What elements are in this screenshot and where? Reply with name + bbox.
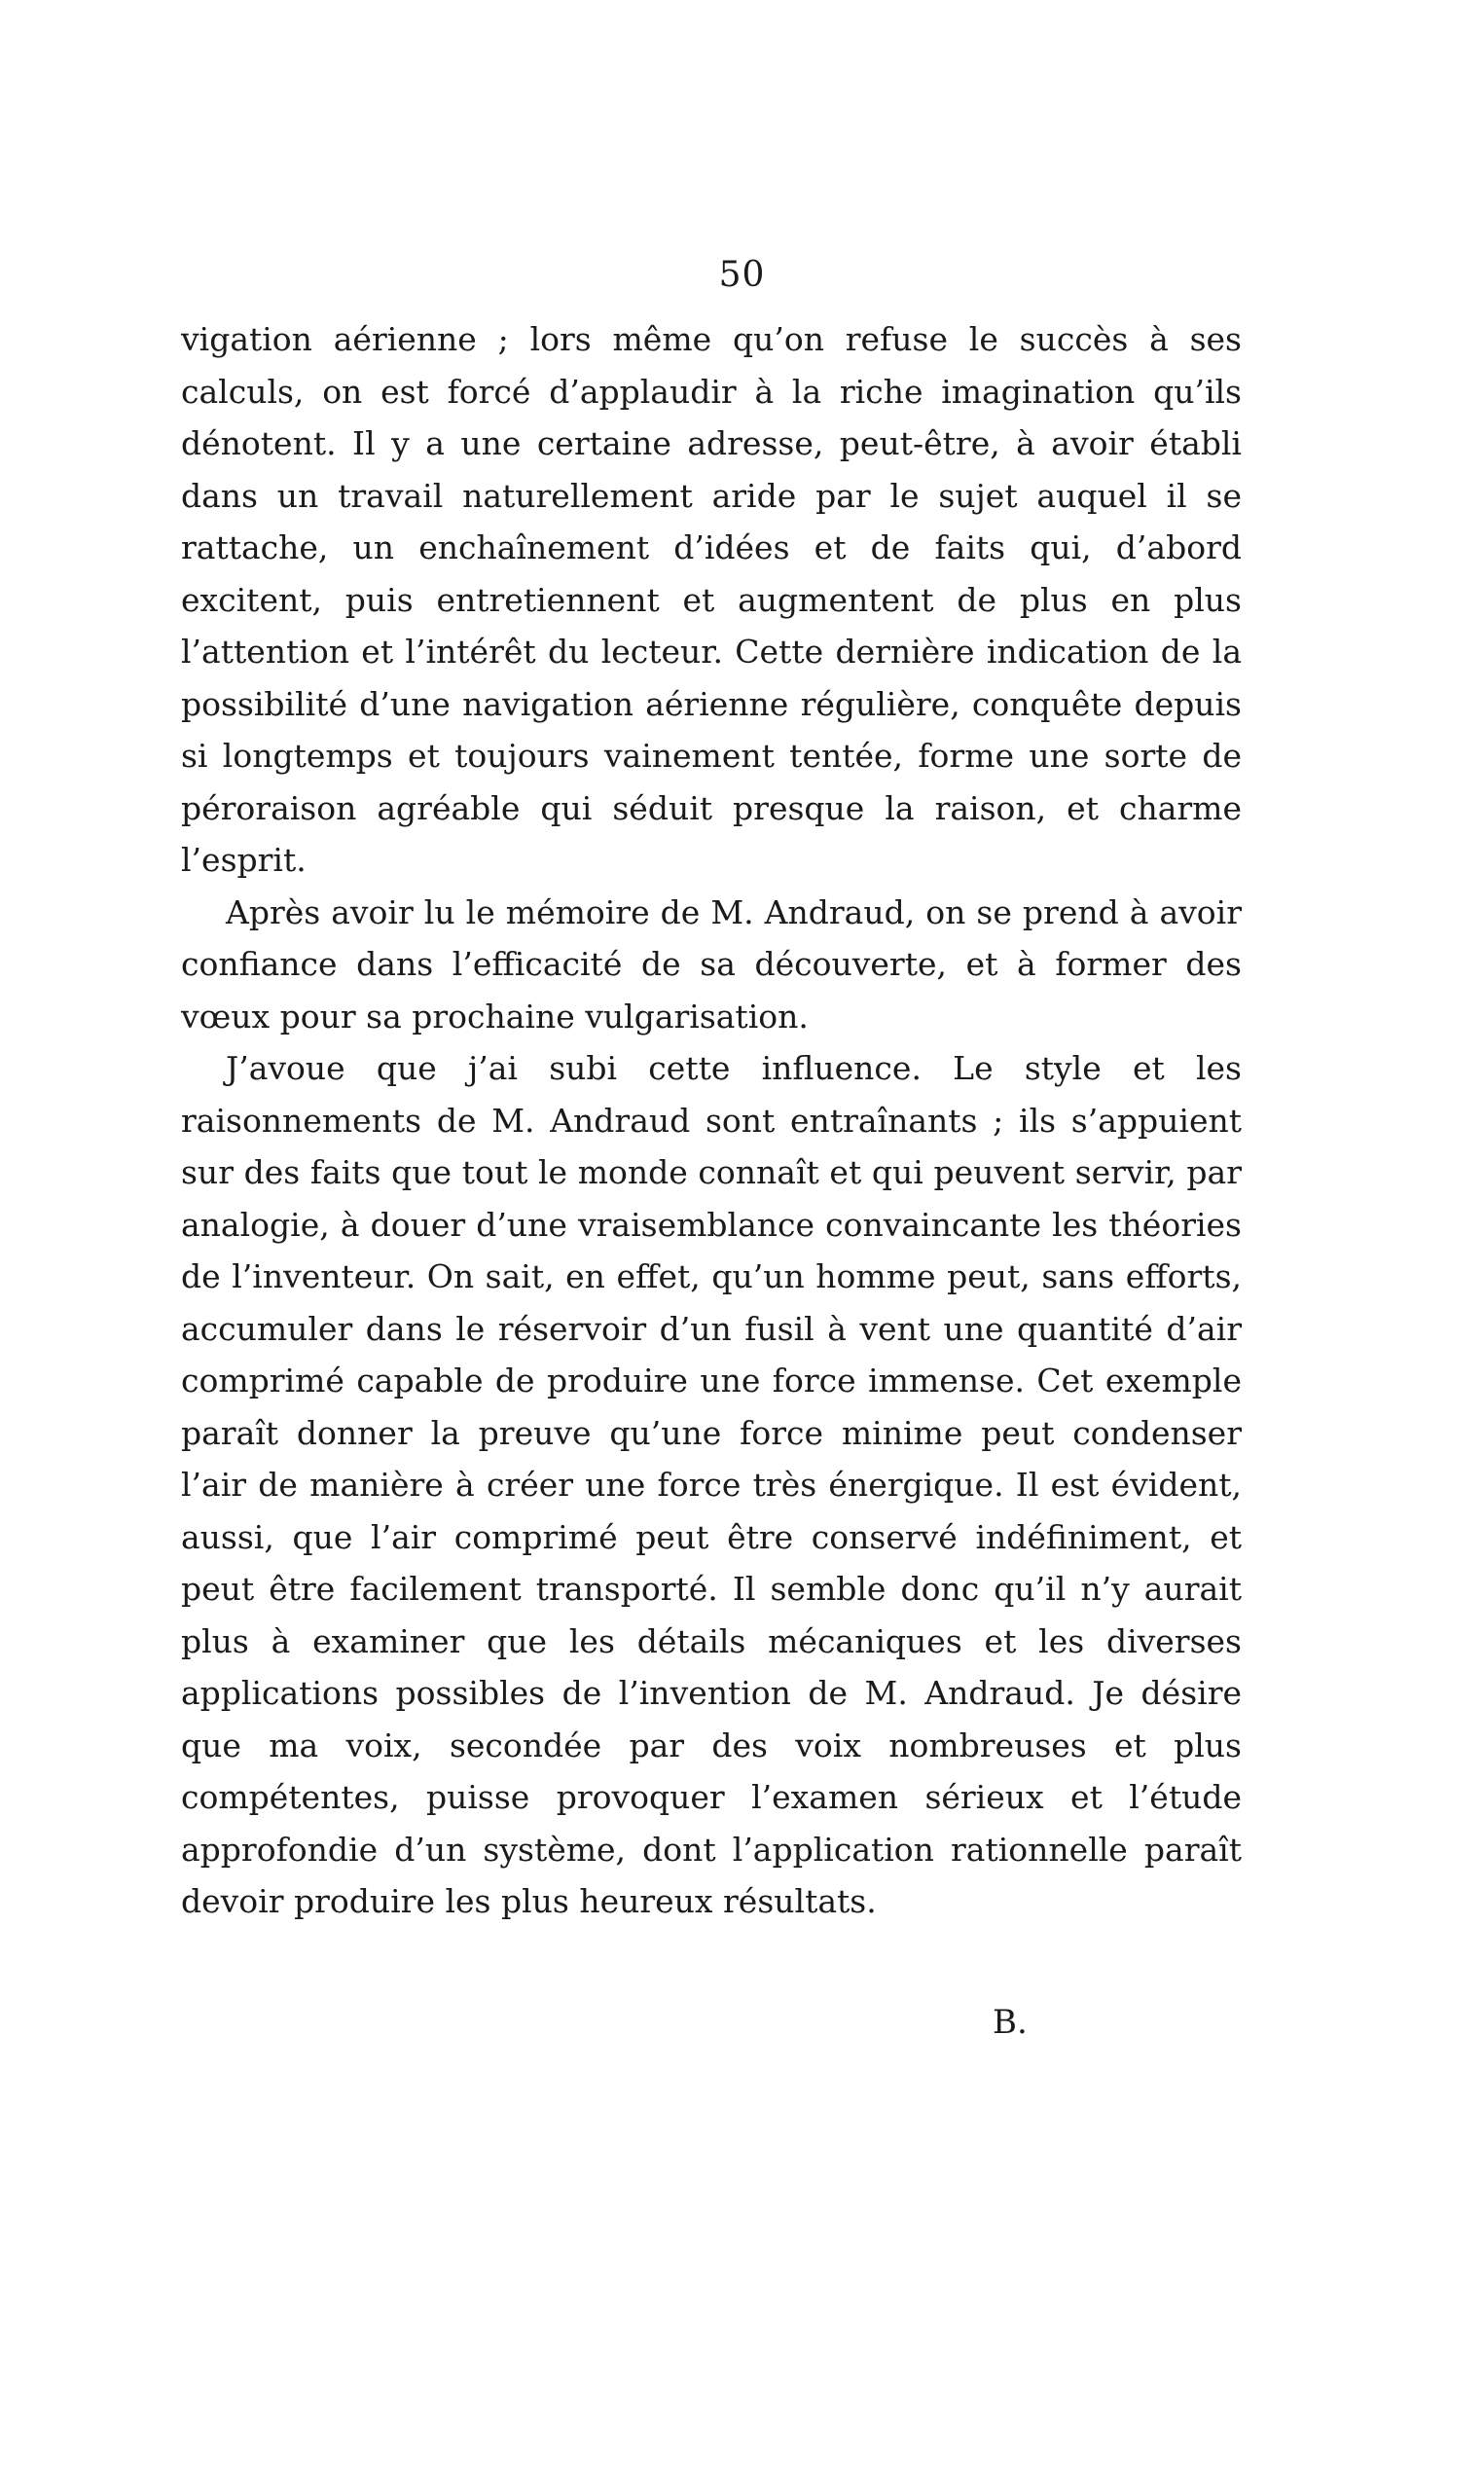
paragraph-influence: J’avoue que j’ai subi cette influence. Le style et les raisonnements de M. Andraud sont entraînants ; ils s’appuient sur des faits que tout le monde connaît et qui peuvent servir, par analogie, à douer d’une vraisemblance convaincante les théories de l’inventeur. On sait, en effet, qu’un homme peut, sans efforts, accumuler dans le réservoir d’un fusil à vent une quantité d’air comprimé capable de produire une force immense. Cet exemple paraît donner la preuve qu’une force minime peut condenser l’air de manière à créer une force très énergique. Il est évident, aussi, que l’air comprimé peut être conservé indéfiniment, et peut être facilement transporté. Il semble donc qu’il n’y aurait plus à examiner que les détails mécaniques et les diverses applications possibles de l’invention de M. Andraud. Je désire que ma voix, secondée par des voix nombreuses et plus compétentes, puisse provoquer l’examen sérieux et l’étude approfondie d’un système, dont l’application rationnelle paraît devoir produire les plus heureux résultats.: [181, 1049, 1242, 1920]
signature-initial: B.: [993, 2003, 1028, 2042]
body-text: [181, 313, 1242, 1928]
paragraph-continuation: vigation aérienne ; lors même qu’on refuse le succès à ses calculs, on est forcé d’applaudir à la riche imagination qu’ils dénotent. Il y a une certaine adresse, peut-être, à avoir établi dans un travail naturellement aride par le sujet auquel il se rattache, un enchaînement d’idées et de faits qui, d’abord excitent, puis entretiennent et augmentent de plus en plus l’attention et l’intérêt du lecteur. Cette dernière indication de la possibilité d’une navigation aérienne régulière, conquête depuis si longtemps et toujours vainement tentée, forme une sorte de péroraison agréable qui séduit presque la raison, et charme l’esprit.: [181, 320, 1242, 879]
paragraph-andraud-memoire: Après avoir lu le mémoire de M. Andraud, on se prend à avoir confiance dans l’efficacité de sa découverte, et à former des vœux pour sa prochaine vulgarisation.: [181, 892, 1242, 1036]
page-number: 50: [718, 255, 766, 295]
